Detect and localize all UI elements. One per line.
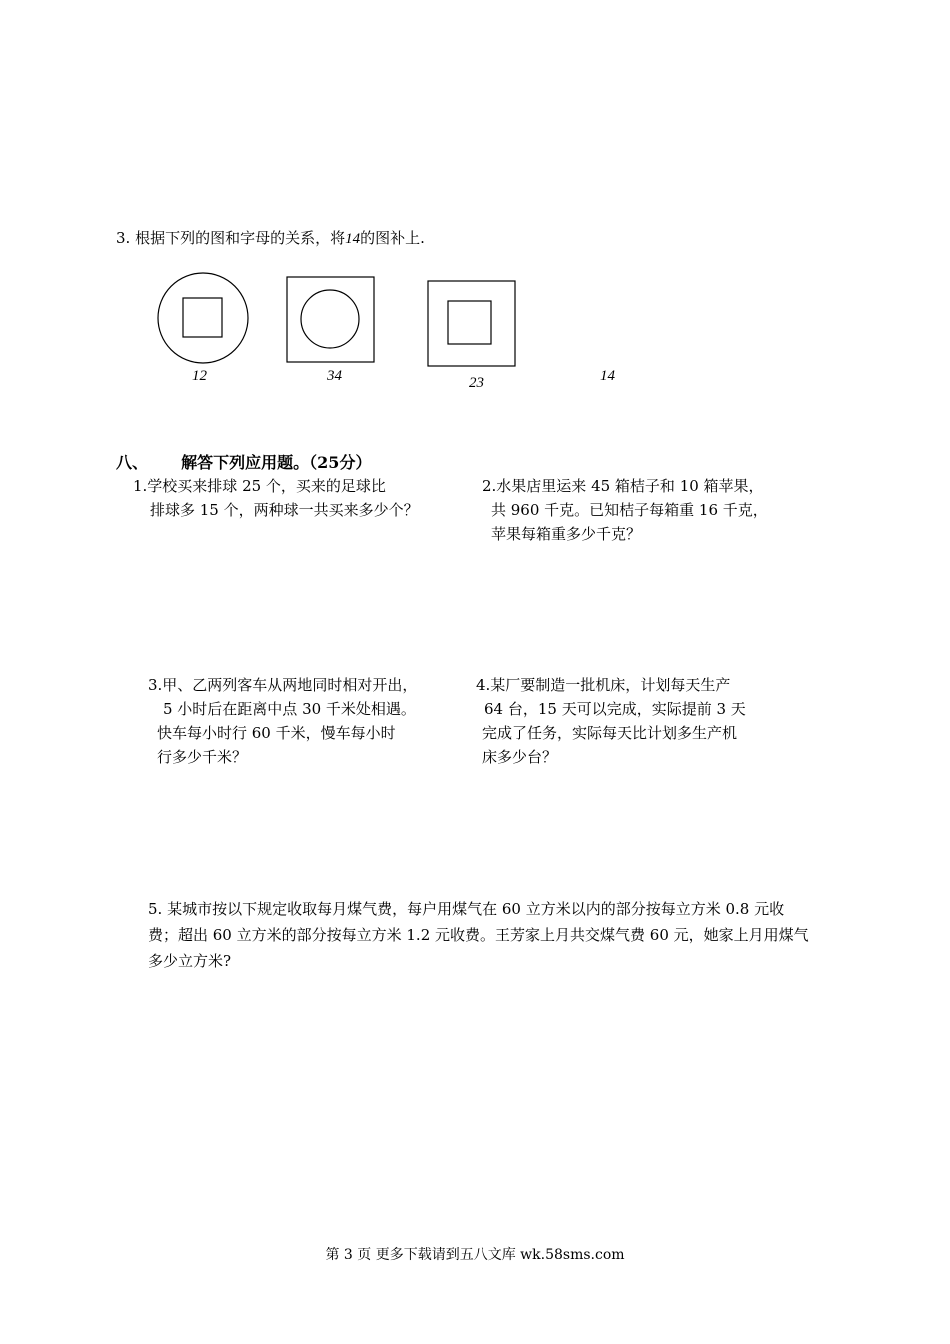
problem-2-line-2: 共 960 千克。已知桔子每箱重 16 千克， <box>491 501 768 519</box>
figure-label-34: 34 <box>327 368 342 384</box>
problem-5: 5. 某城市按以下规定收取每月煤气费，每户用煤气在 60 立方米以内的部分按每立方米 0.8 元收费；超出 60 立方米的部分按每立方米 1.2 元收费。王芳家上月共交煤气费 60 元，她家上月用煤气多少立方米? <box>148 900 809 970</box>
question-number: 3. <box>116 229 131 247</box>
figure-label-14: 14 <box>600 368 615 384</box>
problem-3-line-1: 3.甲、乙两列客车从两地同时相对开出， <box>148 676 418 694</box>
section-heading <box>116 450 371 473</box>
inner-square <box>448 301 491 344</box>
problem-2-line-3: 苹果每箱重多少千克？ <box>491 525 642 543</box>
section-title: 解答下列应用题。（25分） <box>181 453 372 472</box>
figure-set <box>0 0 950 420</box>
problem-4-line-4: 床多少台？ <box>482 748 558 766</box>
outer-square <box>428 281 515 366</box>
question-text: 根据下列的图和字母的关系，将 <box>135 229 346 247</box>
question-text-italic: 14 <box>345 231 361 247</box>
section-number: 八、 <box>116 453 149 472</box>
problem-2-line-1: 2.水果店里运来 45 箱桔子和 10 箱苹果， <box>482 477 764 495</box>
inner-square <box>183 298 222 337</box>
inner-circle <box>301 290 359 348</box>
figure-12 <box>158 273 248 363</box>
problem-4-line-1: 4.某厂要制造一批机床，计划每天生产 <box>476 676 731 694</box>
page-footer: 第 3 页 更多下载请到五八文库 wk.58sms.com <box>325 1247 625 1263</box>
figure-label-23: 23 <box>469 375 484 391</box>
problem-4-line-3: 完成了任务，实际每天比计划多生产机 <box>482 724 738 742</box>
figure-label-12: 12 <box>192 368 207 384</box>
problem-3-line-4: 行多少千米？ <box>157 748 248 766</box>
problem-1-line-2: 排球多 15 个，两种球一共买来多少个？ <box>150 501 419 519</box>
question-text-end: 的图补上. <box>360 229 425 247</box>
problem-3-line-2: 5 小时后在距离中点 30 千米处相遇。 <box>163 700 416 718</box>
figure-23 <box>428 281 515 366</box>
problem-1-line-1: 1.学校买来排球 25 个，买来的足球比 <box>133 477 386 495</box>
figure-34 <box>287 277 374 362</box>
outer-circle <box>158 273 248 363</box>
problem-4-line-2: 64 台，15 天可以完成，实际提前 3 天 <box>484 700 746 718</box>
problem-3-line-3: 快车每小时行 60 千米，慢车每小时 <box>157 724 396 742</box>
